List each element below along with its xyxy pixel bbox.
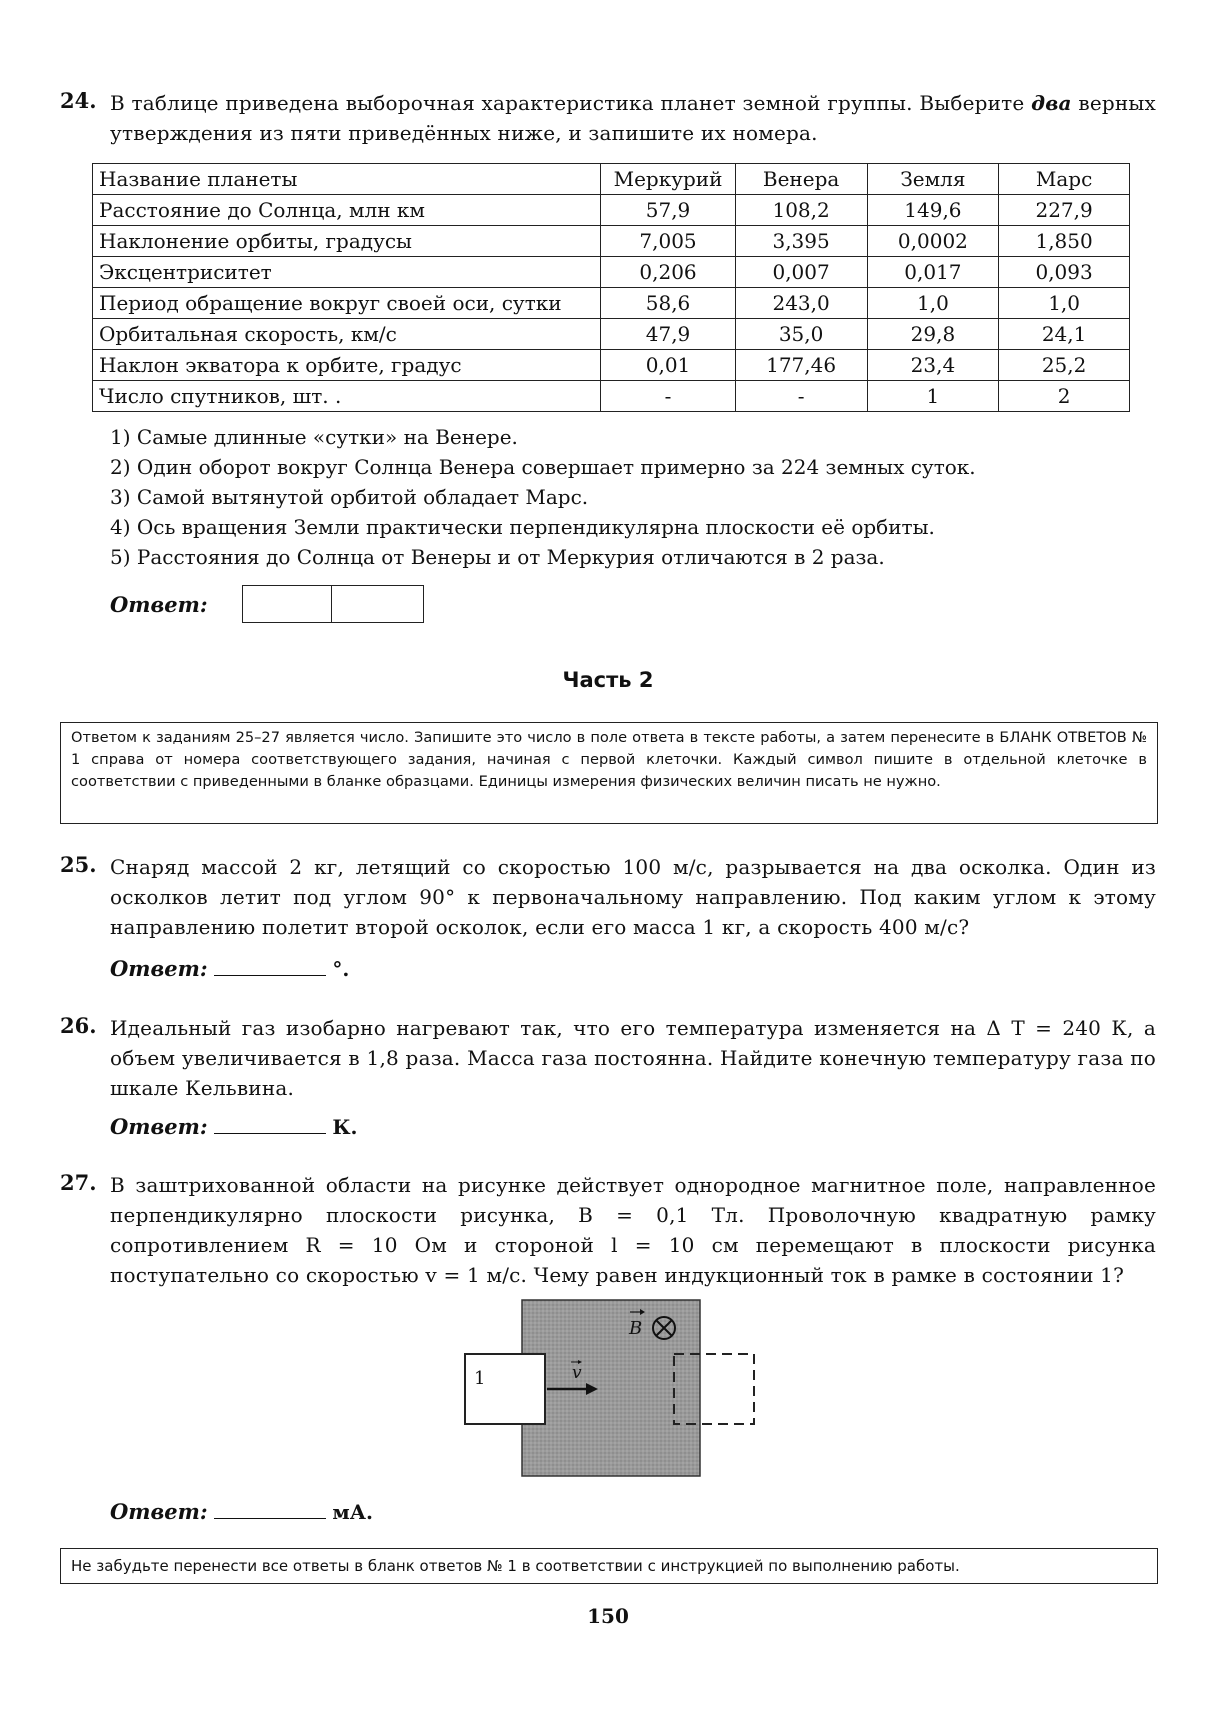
- table-cell: 149,6: [867, 195, 999, 226]
- planet-table: [92, 163, 1130, 412]
- table-cell: 227,9: [999, 195, 1130, 226]
- frame-state-1-label: 1: [474, 1368, 486, 1389]
- table-cell: 25,2: [999, 350, 1130, 381]
- table-cell: 47,9: [601, 319, 735, 350]
- q24-number: 24.: [60, 88, 97, 113]
- q25-answer-label: Ответ:: [110, 956, 208, 981]
- table-header-cell: Венера: [735, 164, 867, 195]
- table-cell: Период обращение вокруг своей оси, сутки: [93, 288, 601, 319]
- table-header-cell: Название планеты: [93, 164, 601, 195]
- q27-answer-label: Ответ:: [110, 1499, 208, 1524]
- table-cell: 1,850: [999, 226, 1130, 257]
- q27-unit: мА.: [332, 1500, 373, 1524]
- table-row: [93, 257, 1130, 288]
- table-cell: 3,395: [735, 226, 867, 257]
- q25-unit: °.: [332, 957, 350, 981]
- table-cell: 0,007: [735, 257, 867, 288]
- list-item: 4) Ось вращения Земли практически перпендикулярна плоскости её орбиты.: [110, 515, 935, 539]
- velocity-label: v: [572, 1363, 582, 1383]
- list-item: 3) Самой вытянутой орбитой обладает Марс.: [110, 485, 589, 509]
- q24-text-part2: верных утверждения из пяти приведённых ниже, и запишите их номера.: [110, 91, 1156, 145]
- q27-answer-blank[interactable]: [214, 1498, 326, 1519]
- table-row: [93, 319, 1130, 350]
- table-row: [93, 350, 1130, 381]
- table-cell: Наклон экватора к орбите, градус: [93, 350, 601, 381]
- table-row: [93, 226, 1130, 257]
- table-cell: 29,8: [867, 319, 999, 350]
- part2-title: Часть 2: [562, 668, 654, 692]
- table-cell: 1,0: [867, 288, 999, 319]
- table-row: [93, 381, 1130, 412]
- table-cell: -: [601, 381, 735, 412]
- table-header-cell: Земля: [867, 164, 999, 195]
- table-cell: 108,2: [735, 195, 867, 226]
- q24-emph: два: [1031, 91, 1072, 115]
- statement-list: [110, 422, 1150, 572]
- q24-text: [110, 88, 1156, 148]
- table-cell: 243,0: [735, 288, 867, 319]
- table-cell: 23,4: [867, 350, 999, 381]
- q25-answer-blank[interactable]: [214, 955, 326, 976]
- table-cell: 177,46: [735, 350, 867, 381]
- table-cell: 1,0: [999, 288, 1130, 319]
- table-cell: 24,1: [999, 319, 1130, 350]
- table-cell: 57,9: [601, 195, 735, 226]
- table-cell: 7,005: [601, 226, 735, 257]
- table-cell: 0,093: [999, 257, 1130, 288]
- q24-answer-cell-1[interactable]: [242, 585, 332, 623]
- list-item: 1) Самые длинные «сутки» на Венере.: [110, 425, 518, 449]
- q24-answer-label: Ответ:: [110, 592, 208, 617]
- q27-answer-row: [110, 1498, 373, 1524]
- q26-answer-blank[interactable]: [214, 1113, 326, 1134]
- q25-text: Снаряд массой 2 кг, летящий со скоростью 100 м/с, разрывается на два осколка. Один из осколков летит под углом 90° к первоначальному направлению. Под каким углом к этому направлению полетит второй осколок, если его масса 1 кг, а скорость 400 м/с?: [110, 855, 1156, 939]
- q24-answer-cell-2[interactable]: [332, 585, 424, 623]
- list-item: 2) Один оборот вокруг Солнца Венера совершает примерно за 224 земных суток.: [110, 455, 976, 479]
- footer-reminder: Не забудьте перенести все ответы в бланк ответов № 1 в соответствии с инструкцией по выполнению работы.: [60, 1548, 1158, 1584]
- table-cell: 1: [867, 381, 999, 412]
- page-number: 150: [587, 1604, 629, 1628]
- table-cell: 35,0: [735, 319, 867, 350]
- table-header-cell: Марс: [999, 164, 1130, 195]
- table-cell: 0,017: [867, 257, 999, 288]
- table-header-cell: Меркурий: [601, 164, 735, 195]
- table-cell: -: [735, 381, 867, 412]
- instructions-box: Ответом к заданиям 25–27 является число. Запишите это число в поле ответа в тексте работы, а затем перенесите в БЛАНК ОТВЕТОВ № 1 справа от номера соответствующего задания, начиная с первой клеточки. Каждый символ пишите в отдельной клеточке в соответствии с приведенными в бланке образцами. Единицы измерения физических величин писать не нужно.: [60, 722, 1158, 824]
- table-cell: 2: [999, 381, 1130, 412]
- table-cell: Орбитальная скорость, км/с: [93, 319, 601, 350]
- q25-answer-row: [110, 955, 349, 981]
- q27-number: 27.: [60, 1170, 97, 1195]
- field-label: B: [629, 1318, 643, 1339]
- q26-unit: К.: [332, 1115, 358, 1139]
- table-row: [93, 288, 1130, 319]
- q26-answer-row: [110, 1113, 358, 1139]
- q26-answer-label: Ответ:: [110, 1114, 208, 1139]
- table-cell: Эксцентриситет: [93, 257, 601, 288]
- table-cell: 0,0002: [867, 226, 999, 257]
- table-cell: 0,206: [601, 257, 735, 288]
- frame-state-1: [465, 1354, 545, 1424]
- table-cell: Число спутников, шт. .: [93, 381, 601, 412]
- q26-number: 26.: [60, 1013, 97, 1038]
- q26-text: Идеальный газ изобарно нагревают так, что его температура изменяется на Δ T = 240 К, а объем увеличивается в 1,8 раза. Масса газа постоянна. Найдите конечную температуру газа по шкале Кельвина.: [110, 1016, 1156, 1100]
- q27-figure: [460, 1296, 760, 1480]
- table-cell: 0,01: [601, 350, 735, 381]
- table-cell: Наклонение орбиты, градусы: [93, 226, 601, 257]
- table-cell: 58,6: [601, 288, 735, 319]
- table-row: [93, 195, 1130, 226]
- q24-text-part1: В таблице приведена выборочная характеристика планет земной группы. Выберите: [110, 91, 1025, 115]
- list-item: 5) Расстояния до Солнца от Венеры и от Меркурия отличаются в 2 раза.: [110, 545, 885, 569]
- q25-number: 25.: [60, 852, 97, 877]
- table-cell: Расстояние до Солнца, млн км: [93, 195, 601, 226]
- q27-text: В заштрихованной области на рисунке действует однородное магнитное поле, направленное перпендикулярно плоскости рисунка, B = 0,1 Тл. Проволочную квадратную рамку сопротивлением R = 10 Ом и стороной l = 10 см перемещают в плоскости рисунка поступательно со скоростью v = 1 м/с. Чему равен индукционный ток в рамке в состоянии 1?: [110, 1173, 1156, 1287]
- table-header-row: [93, 164, 1130, 195]
